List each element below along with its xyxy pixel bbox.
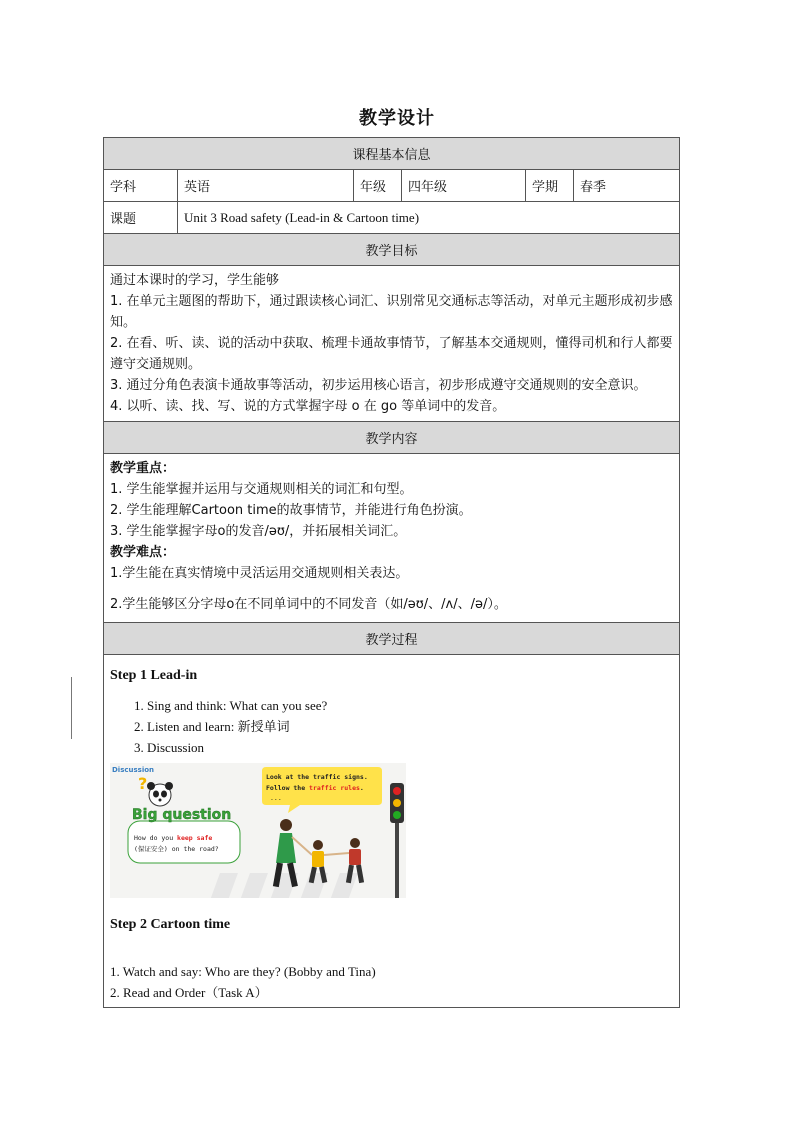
difficult-point-item: 1.学生能在真实情境中灵活运用交通规则相关表达。 <box>110 566 409 581</box>
step2-item: 1. Watch and say: Who are they? (Bobby and Tina) <box>110 964 376 979</box>
section-process <box>104 623 680 655</box>
question-mark-icon: ? <box>138 774 148 793</box>
step2-title: Step 2 Cartoon time <box>110 917 231 932</box>
key-points-label: 教学重点： <box>110 461 176 476</box>
slide-question-cn: (保证安全) <box>134 845 168 853</box>
section-content <box>104 422 680 454</box>
key-point-item: 3. 学生能掌握字母o的发音/əʊ/，并拓展相关词汇。 <box>110 524 407 539</box>
key-point-item: 2. 学生能理解Cartoon time的故事情节，并能进行角色扮演。 <box>110 503 472 518</box>
bubble-line2 <box>266 784 364 792</box>
term-label: 学期 <box>526 170 574 202</box>
slide-question-line2 <box>134 844 219 853</box>
section-content-heading: 教学内容 <box>104 422 680 454</box>
info-row-topic <box>104 202 680 234</box>
slide-question-pre: How do you <box>134 834 178 842</box>
slide-question <box>134 834 212 842</box>
discussion-slide-image <box>110 763 406 898</box>
content-block <box>104 454 680 623</box>
section-basic-info-heading: 课程基本信息 <box>104 138 680 170</box>
bubble-line2-pre: Follow the <box>266 784 310 792</box>
slide-heading: Big question <box>132 807 232 823</box>
step1-list <box>134 696 673 757</box>
section-objectives <box>104 234 680 266</box>
slide-question-highlight: keep safe <box>177 834 213 842</box>
step2-list <box>110 961 673 1003</box>
step1-item: 2. Listen and learn: 新授单词 <box>134 719 290 734</box>
bubble-line1: Look at the traffic signs. <box>266 773 368 781</box>
topic-value: Unit 3 Road safety (Lead-in & Cartoon time) <box>178 202 680 234</box>
objective-item: 2. 在看、听、读、说的活动中获取、梳理卡通故事情节，了解基本交通规则，懂得司机和行人都要遵守交通规则。 <box>110 336 673 372</box>
bubble-dots: ... <box>270 794 282 802</box>
section-objectives-heading: 教学目标 <box>104 234 680 266</box>
objectives-intro: 通过本课时的学习，学生能够 <box>110 273 280 288</box>
step1-item: 1. Sing and think: What can you see? <box>134 698 328 713</box>
subject-value: 英语 <box>178 170 354 202</box>
section-process-heading: 教学过程 <box>104 623 680 655</box>
section-basic-info <box>104 138 680 170</box>
step1-title: Step 1 Lead-in <box>110 668 198 683</box>
objectives-block <box>104 266 680 422</box>
process-block <box>104 655 680 1008</box>
margin-change-bar <box>71 677 72 739</box>
slide-tag: Discussion <box>112 766 155 774</box>
topic-label: 课题 <box>104 202 178 234</box>
difficult-point-item: 2.学生能够区分字母o在不同单词中的不同发音（如/əʊ/、/ʌ/、/ə/）。 <box>110 597 507 612</box>
discussion-slide-graphic <box>110 763 406 898</box>
lesson-plan-table <box>103 137 680 1008</box>
objective-item: 3. 通过分角色表演卡通故事等活动，初步运用核心语言，初步形成遵守交通规则的安全意识。 <box>110 378 647 393</box>
grade-value: 四年级 <box>402 170 526 202</box>
difficult-points-label: 教学难点： <box>110 545 176 560</box>
objective-item: 1. 在单元主题图的帮助下，通过跟读核心词汇、识别常见交通标志等活动，对单元主题形成初步感知。 <box>110 294 673 330</box>
step2-item: 2. Read and Order（Task A） <box>110 985 268 1000</box>
bubble-line2-highlight: traffic rules <box>309 784 360 792</box>
term-value: 春季 <box>574 170 680 202</box>
info-row-subject <box>104 170 680 202</box>
key-point-item: 1. 学生能掌握并运用与交通规则相关的词汇和句型。 <box>110 482 413 497</box>
objective-item: 4. 以听、读、找、写、说的方式掌握字母 o 在 go 等单词中的发音。 <box>110 399 506 414</box>
page-title: 教学设计 <box>359 108 435 129</box>
slide-question-post: on the road? <box>167 845 219 853</box>
subject-label: 学科 <box>104 170 178 202</box>
bubble-line2-post: . <box>359 784 364 792</box>
step1-item: 3. Discussion <box>134 740 205 755</box>
grade-label: 年级 <box>354 170 402 202</box>
